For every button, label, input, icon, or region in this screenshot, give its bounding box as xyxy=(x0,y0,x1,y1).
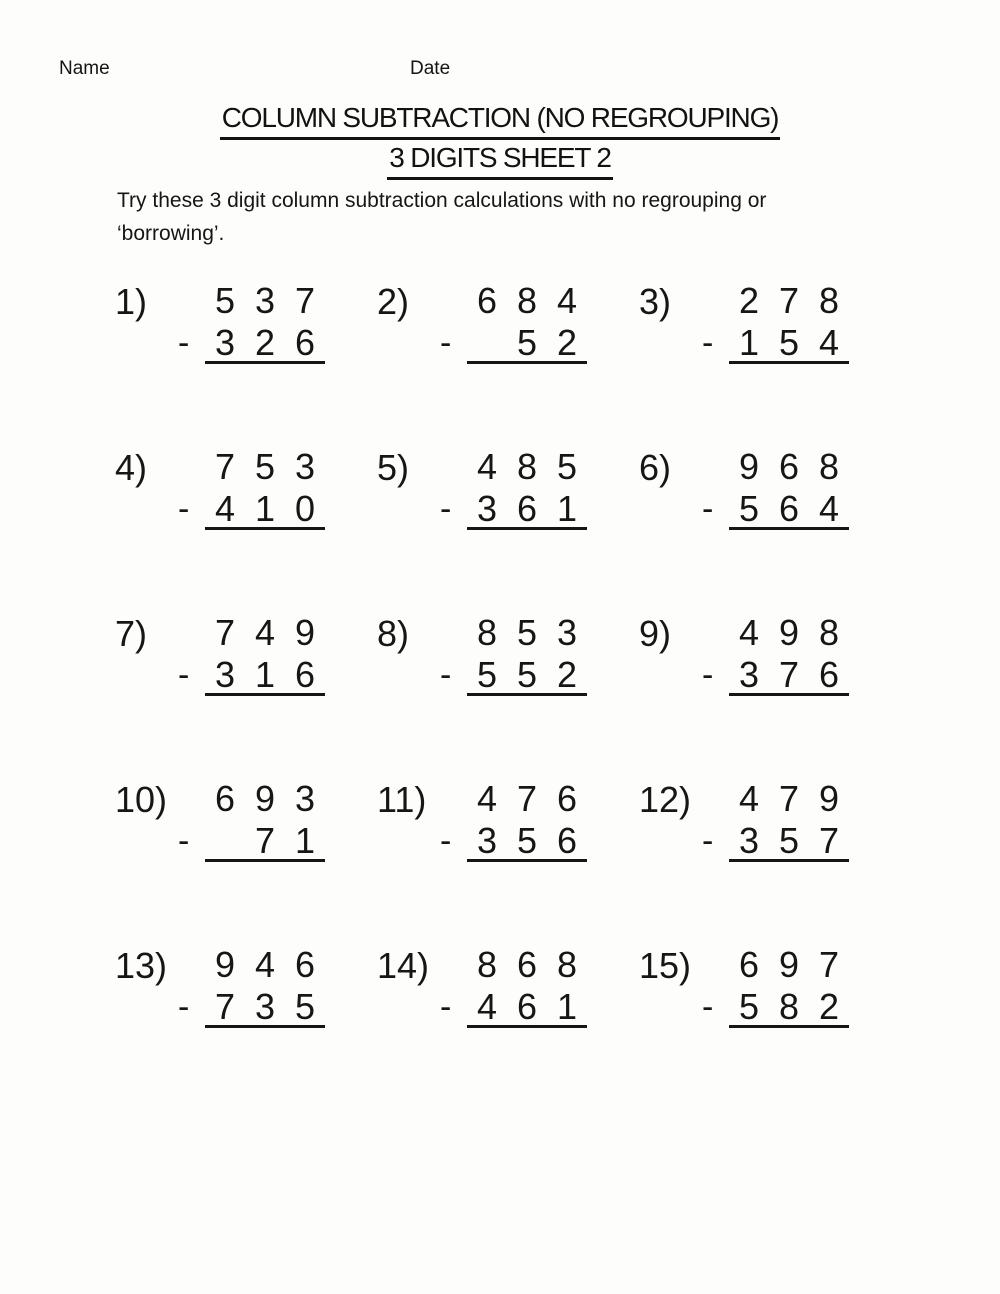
subtrahend-digit: 5 xyxy=(294,986,316,1027)
subtrahend-digit: 3 xyxy=(476,488,498,529)
minuend-row xyxy=(440,280,587,322)
problem-body xyxy=(178,778,325,862)
subtrahend-row xyxy=(702,322,849,364)
minuend-digit: 7 xyxy=(818,944,840,985)
subtrahend-digit: 6 xyxy=(516,488,538,529)
subtrahend-digit: 5 xyxy=(738,986,760,1027)
problem-number: 12) xyxy=(639,779,692,820)
minus-spacer xyxy=(702,612,729,654)
problem-body xyxy=(702,446,849,530)
name-label: Name xyxy=(59,58,110,79)
minuend-digit: 9 xyxy=(778,944,800,985)
minuend-digit: 6 xyxy=(778,446,800,487)
minuend-digit: 8 xyxy=(556,944,578,985)
problem-number: 5) xyxy=(377,447,410,488)
minuend-digit: 7 xyxy=(778,778,800,819)
subtrahend-digit: 7 xyxy=(254,820,276,861)
subtrahend-digit: 5 xyxy=(476,654,498,695)
minuend-digit: 3 xyxy=(556,612,578,653)
minus-spacer xyxy=(440,944,467,986)
minus-sign: - xyxy=(440,324,452,362)
minuend-digits xyxy=(205,944,325,986)
minus-sign: - xyxy=(702,656,714,694)
minuend-digit: 8 xyxy=(516,280,538,321)
minuend-row xyxy=(178,280,325,322)
minuend-digit: 6 xyxy=(516,944,538,985)
problem-body xyxy=(440,778,587,862)
subtrahend-digits-underlined xyxy=(205,654,325,696)
minus-spacer xyxy=(702,446,729,488)
problem-body xyxy=(440,612,587,696)
minuend-digits xyxy=(205,446,325,488)
minuend-digit: 8 xyxy=(818,612,840,653)
minus-spacer xyxy=(440,446,467,488)
subtrahend-digit: 5 xyxy=(516,820,538,861)
problem xyxy=(639,446,901,612)
minuend-digits xyxy=(729,612,849,654)
minuend-digits xyxy=(467,944,587,986)
subtrahend-digit: 3 xyxy=(214,654,236,695)
minuend-digit: 5 xyxy=(556,446,578,487)
problem-body xyxy=(440,944,587,1028)
minuend-row xyxy=(178,944,325,986)
minus-spacer xyxy=(178,612,205,654)
problem-number: 10) xyxy=(115,779,168,820)
minus-sign: - xyxy=(178,656,190,694)
minuend-digit: 2 xyxy=(738,280,760,321)
problems-grid xyxy=(115,280,905,1110)
subtrahend-digit: 4 xyxy=(818,322,840,363)
minuend-digit: 9 xyxy=(738,446,760,487)
problem xyxy=(377,446,639,612)
problem-number: 3) xyxy=(639,281,672,322)
subtrahend-digit: 1 xyxy=(556,986,578,1027)
minuend-digit: 9 xyxy=(254,778,276,819)
minus-sign: - xyxy=(178,490,190,528)
minus-sign: - xyxy=(178,988,190,1026)
minus-spacer xyxy=(178,944,205,986)
problem xyxy=(639,612,901,778)
minuend-digit: 7 xyxy=(778,280,800,321)
subtrahend-digit: 3 xyxy=(254,986,276,1027)
problem xyxy=(115,778,377,944)
problem xyxy=(639,778,901,944)
minuend-digit: 8 xyxy=(818,446,840,487)
subtrahend-row xyxy=(702,488,849,530)
minuend-row xyxy=(440,446,587,488)
subtrahend-digits-underlined xyxy=(205,820,325,862)
minuend-digit: 4 xyxy=(254,944,276,985)
minuend-digit: 3 xyxy=(294,778,316,819)
problem-number: 11) xyxy=(377,779,427,820)
minuend-digit: 6 xyxy=(294,944,316,985)
subtrahend-digits-underlined xyxy=(467,488,587,530)
problem xyxy=(377,778,639,944)
problem-body xyxy=(702,778,849,862)
problem-body xyxy=(440,446,587,530)
minus-sign: - xyxy=(440,656,452,694)
minuend-digit: 3 xyxy=(294,446,316,487)
minuend-digits xyxy=(467,446,587,488)
minuend-digit: 5 xyxy=(214,280,236,321)
minuend-digit: 4 xyxy=(254,612,276,653)
minuend-digits xyxy=(467,280,587,322)
minuend-digits xyxy=(467,612,587,654)
minuend-row xyxy=(178,446,325,488)
subtrahend-digit: 5 xyxy=(778,322,800,363)
minuend-digit: 4 xyxy=(476,778,498,819)
problem-number: 4) xyxy=(115,447,148,488)
minuend-digit: 7 xyxy=(516,778,538,819)
date-label: Date xyxy=(410,58,451,79)
minuend-digits xyxy=(205,778,325,820)
minuend-digit: 7 xyxy=(214,612,236,653)
instructions-text: Try these 3 digit column subtraction calculations with no regrouping or ‘borrowing’. xyxy=(117,189,767,245)
minus-sign: - xyxy=(440,490,452,528)
worksheet-subtitle-text: 3 DIGITS SHEET 2 xyxy=(387,142,612,180)
subtrahend-row xyxy=(178,986,325,1028)
minuend-digit: 8 xyxy=(818,280,840,321)
worksheet-title-text: COLUMN SUBTRACTION (NO REGROUPING) xyxy=(220,102,781,140)
subtrahend-digit: 1 xyxy=(556,488,578,529)
minuend-digits xyxy=(729,446,849,488)
minus-spacer xyxy=(178,280,205,322)
subtrahend-digits-underlined xyxy=(205,488,325,530)
problem xyxy=(115,944,377,1110)
minuend-digit: 8 xyxy=(476,612,498,653)
minus-spacer xyxy=(440,280,467,322)
subtrahend-digit: 8 xyxy=(778,986,800,1027)
problem xyxy=(115,280,377,446)
minuend-row xyxy=(440,944,587,986)
subtrahend-digit: 3 xyxy=(214,322,236,363)
subtrahend-row xyxy=(440,322,587,364)
minuend-digits xyxy=(205,280,325,322)
problem xyxy=(115,612,377,778)
subtrahend-digit: 5 xyxy=(778,820,800,861)
subtrahend-digit: 3 xyxy=(738,654,760,695)
minuend-digit: 7 xyxy=(214,446,236,487)
minuend-digit: 9 xyxy=(294,612,316,653)
subtrahend-digit: 2 xyxy=(556,322,578,363)
minuend-digit: 6 xyxy=(556,778,578,819)
subtrahend-digit: 7 xyxy=(214,986,236,1027)
subtrahend-digit: 4 xyxy=(214,488,236,529)
minuend-digit: 3 xyxy=(254,280,276,321)
subtrahend-digits-underlined xyxy=(729,986,849,1028)
minuend-digit: 5 xyxy=(516,612,538,653)
worksheet-title xyxy=(0,102,1000,140)
subtrahend-digit: 6 xyxy=(294,322,316,363)
worksheet-subtitle xyxy=(0,142,1000,180)
minuend-digit: 6 xyxy=(214,778,236,819)
subtrahend-row xyxy=(702,820,849,862)
minuend-row xyxy=(440,612,587,654)
minuend-digits xyxy=(729,944,849,986)
subtrahend-digits-underlined xyxy=(729,820,849,862)
subtrahend-digit: 7 xyxy=(818,820,840,861)
problem-body xyxy=(178,280,325,364)
subtrahend-row xyxy=(440,488,587,530)
subtrahend-digits-underlined xyxy=(467,654,587,696)
minus-sign: - xyxy=(702,822,714,860)
subtrahend-digit: 5 xyxy=(738,488,760,529)
problem-body xyxy=(440,280,587,364)
subtrahend-digit: 7 xyxy=(778,654,800,695)
minuend-digits xyxy=(205,612,325,654)
problem-number: 2) xyxy=(377,281,410,322)
subtrahend-row xyxy=(702,986,849,1028)
minus-spacer xyxy=(702,944,729,986)
minuend-row xyxy=(178,612,325,654)
subtrahend-row xyxy=(178,654,325,696)
subtrahend-row xyxy=(440,654,587,696)
minus-sign: - xyxy=(178,822,190,860)
subtrahend-digit: 4 xyxy=(818,488,840,529)
minuend-row xyxy=(440,778,587,820)
minus-sign: - xyxy=(702,988,714,1026)
minus-sign: - xyxy=(440,822,452,860)
subtrahend-row xyxy=(702,654,849,696)
problem-number: 6) xyxy=(639,447,672,488)
subtrahend-digits-underlined xyxy=(467,820,587,862)
minuend-row xyxy=(702,280,849,322)
problem xyxy=(115,446,377,612)
minus-spacer xyxy=(440,778,467,820)
subtrahend-digit: 3 xyxy=(476,820,498,861)
subtrahend-digit: 5 xyxy=(516,654,538,695)
problem-number: 7) xyxy=(115,613,148,654)
subtrahend-digits-underlined xyxy=(729,654,849,696)
subtrahend-row xyxy=(440,820,587,862)
subtrahend-digit: 6 xyxy=(294,654,316,695)
subtrahend-digits-underlined xyxy=(467,322,587,364)
minuend-digits xyxy=(729,778,849,820)
subtrahend-digit: 5 xyxy=(516,322,538,363)
subtrahend-digit: 1 xyxy=(294,820,316,861)
minuend-digit: 4 xyxy=(556,280,578,321)
minuend-digits xyxy=(729,280,849,322)
minuend-digit: 9 xyxy=(214,944,236,985)
problem-number: 13) xyxy=(115,945,168,986)
problem-body xyxy=(178,446,325,530)
minuend-digit: 8 xyxy=(516,446,538,487)
subtrahend-digit: 1 xyxy=(738,322,760,363)
subtrahend-digit: 2 xyxy=(556,654,578,695)
problem-number: 9) xyxy=(639,613,672,654)
minuend-digit: 9 xyxy=(778,612,800,653)
minuend-digit: 6 xyxy=(476,280,498,321)
problem xyxy=(639,944,901,1110)
subtrahend-digit: 2 xyxy=(818,986,840,1027)
problem-number: 8) xyxy=(377,613,410,654)
minuend-digit: 4 xyxy=(738,778,760,819)
subtrahend-row xyxy=(440,986,587,1028)
subtrahend-row xyxy=(178,820,325,862)
minuend-row xyxy=(702,612,849,654)
problem-number: 15) xyxy=(639,945,692,986)
problem xyxy=(377,612,639,778)
subtrahend-digit: 6 xyxy=(556,820,578,861)
minus-sign: - xyxy=(702,490,714,528)
problem-body xyxy=(702,280,849,364)
subtrahend-digit: 6 xyxy=(778,488,800,529)
minus-sign: - xyxy=(702,324,714,362)
problem xyxy=(639,280,901,446)
subtrahend-row xyxy=(178,488,325,530)
minuend-row xyxy=(702,778,849,820)
minuend-row xyxy=(178,778,325,820)
subtrahend-digits-underlined xyxy=(205,322,325,364)
problem-body xyxy=(178,612,325,696)
subtrahend-digit: 6 xyxy=(818,654,840,695)
problem-number: 14) xyxy=(377,945,430,986)
problem xyxy=(377,280,639,446)
minuend-digit: 9 xyxy=(818,778,840,819)
minuend-row xyxy=(702,446,849,488)
problem-body xyxy=(702,612,849,696)
subtrahend-row xyxy=(178,322,325,364)
minus-spacer xyxy=(702,280,729,322)
minuend-digit: 5 xyxy=(254,446,276,487)
subtrahend-digit: 1 xyxy=(254,488,276,529)
minus-spacer xyxy=(178,778,205,820)
subtrahend-digits-underlined xyxy=(729,488,849,530)
problem-body xyxy=(702,944,849,1028)
problem xyxy=(377,944,639,1110)
subtrahend-digit: 6 xyxy=(516,986,538,1027)
minuend-digit: 6 xyxy=(738,944,760,985)
minus-sign: - xyxy=(440,988,452,1026)
minus-spacer xyxy=(178,446,205,488)
problem-body xyxy=(178,944,325,1028)
subtrahend-digit: 2 xyxy=(254,322,276,363)
minus-sign: - xyxy=(178,324,190,362)
minuend-digit: 8 xyxy=(476,944,498,985)
subtrahend-digits-underlined xyxy=(205,986,325,1028)
subtrahend-digit: 1 xyxy=(254,654,276,695)
minus-spacer xyxy=(702,778,729,820)
subtrahend-digit: 0 xyxy=(294,488,316,529)
subtrahend-digits-underlined xyxy=(729,322,849,364)
minus-spacer xyxy=(440,612,467,654)
problem-number: 1) xyxy=(115,281,148,322)
minuend-digit: 7 xyxy=(294,280,316,321)
subtrahend-digit: 4 xyxy=(476,986,498,1027)
subtrahend-digit: 3 xyxy=(738,820,760,861)
minuend-digit: 4 xyxy=(476,446,498,487)
minuend-row xyxy=(702,944,849,986)
minuend-digits xyxy=(467,778,587,820)
subtrahend-digits-underlined xyxy=(467,986,587,1028)
minuend-digit: 4 xyxy=(738,612,760,653)
